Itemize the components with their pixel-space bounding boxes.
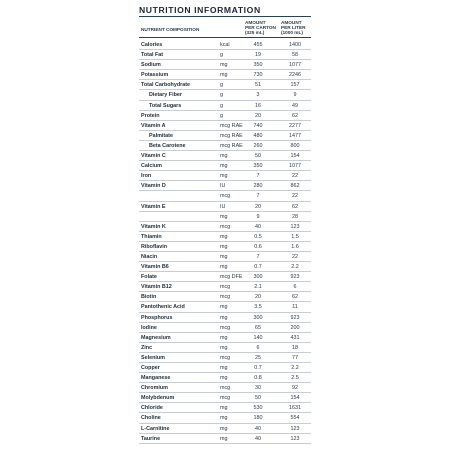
nutrient-name: Vitamin C [141,153,166,160]
nutrient-row [139,70,311,80]
nutrient-name: Iron [141,173,152,180]
nutrient-name: Copper [141,365,160,371]
nutrient-unit: mg [220,435,228,442]
amount-per-carton: 260 [253,142,263,149]
amount-per-liter: 9 [293,92,297,99]
nutrient-name: Selenium [141,354,165,361]
nutrient-unit: mcg RAE [220,142,243,149]
nutrient-name: Potassium [141,72,169,79]
nutrient-name: Biotin [141,294,157,301]
nutrient-name: Calcium [141,163,162,170]
nutrient-name: L-Carnitine [141,425,170,432]
amount-per-liter: 123 [290,223,300,230]
nutrient-name: Pantothenic Acid [141,304,185,311]
amount-per-carton: 300 [253,274,263,281]
nutrient-row [139,282,311,292]
amount-per-carton: 20 [255,203,261,210]
nutrient-unit: kcal [220,42,230,48]
nutrient-row [139,393,311,403]
nutrient-name: Calories [141,42,163,48]
header-carton-line1: AMOUNT [245,20,266,25]
amount-per-carton: 40 [255,425,261,432]
nutrient-unit: mcg RAE [220,132,243,139]
nutrient-unit: mg [220,253,228,260]
nutrient-row [139,151,311,161]
amount-per-liter: 1400 [289,42,301,48]
nutrient-unit: IU [220,203,226,210]
amount-per-liter: 18 [292,344,298,351]
amount-per-carton: 16 [255,102,261,109]
nutrient-row [139,191,311,201]
nutrient-name: Thiamin [141,233,162,240]
amount-per-carton: 140 [253,334,263,341]
nutrient-unit: g [220,82,223,89]
nutrient-unit: mcg [220,294,231,301]
nutrient-name: Vitamin B6 [141,264,169,271]
amount-per-liter: 49 [292,102,298,109]
amount-per-liter: 1077 [289,62,301,69]
nutrient-unit: mcg [220,395,231,402]
nutrient-name: Total Fat [141,52,164,59]
nutrient-unit: mg [220,243,228,250]
nutrient-row [139,363,311,373]
amount-per-carton: 0.8 [254,375,262,382]
amount-per-liter: 2277 [289,122,301,129]
header-carton-line2: PER CARTON [245,25,276,30]
nutrient-unit: mg [220,213,228,220]
nutrient-row [139,90,311,100]
amount-per-liter: 431 [290,334,300,341]
nutrient-row [139,292,311,302]
amount-per-carton: 20 [255,112,261,119]
nutrient-row [139,232,311,242]
nutrient-name: Magnesium [141,334,171,341]
nutrient-name: Total Sugars [149,102,182,109]
amount-per-carton: 2.1 [254,284,262,291]
amount-per-carton: 19 [255,52,261,59]
amount-per-carton: 9 [256,213,260,220]
title-rule [139,16,311,17]
amount-per-carton: 50 [255,395,261,402]
amount-per-carton: 455 [253,42,263,48]
amount-per-liter: 22 [292,193,298,200]
nutrient-row [139,161,311,171]
nutrient-name: Niacin [141,253,158,260]
nutrient-unit: g [220,52,223,59]
amount-per-carton: 300 [253,314,263,321]
nutrient-row [139,343,311,353]
nutrient-row [139,222,311,232]
nutrient-row [139,252,311,262]
amount-per-carton: 180 [253,415,263,422]
nutrient-unit: mg [220,264,228,271]
amount-per-liter: 62 [292,203,298,210]
nutrition-panel [139,0,311,450]
nutrient-name: Phosphorus [141,314,173,321]
nutrient-name: Folate [141,274,157,281]
amount-per-carton: 0.7 [254,365,262,371]
nutrient-name: Dietary Fiber [149,92,182,99]
header-rule [139,37,311,38]
nutrient-unit: mg [220,72,228,79]
nutrient-unit: mg [220,62,228,69]
nutrient-unit: g [220,112,223,119]
nutrient-row [139,40,311,50]
amount-per-liter: 2.2 [291,365,299,371]
nutrient-row [139,131,311,141]
nutrient-name: Molybdenum [141,395,175,402]
amount-per-liter: 123 [290,425,300,432]
nutrient-name: Iodine [141,324,157,331]
nutrient-unit: g [220,92,223,99]
nutrient-unit: mcg [220,284,231,291]
nutrient-unit: mg [220,365,228,371]
nutrient-name: Total Carbohydrate [141,82,191,89]
nutrient-row [139,212,311,222]
nutrient-row [139,413,311,423]
nutrient-unit: mg [220,344,228,351]
nutrient-row [139,242,311,252]
nutrient-name: Choline [141,415,161,422]
nutrient-unit: mcg [220,223,231,230]
amount-per-liter: 123 [290,435,300,442]
nutrient-unit: mcg RAE [220,122,243,129]
amount-per-liter: 28 [292,213,298,220]
header-composition: NUTRIENT COMPOSITION [141,27,200,32]
nutrient-unit: mg [220,314,228,321]
amount-per-liter: 1077 [289,163,301,170]
nutrient-row [139,403,311,413]
amount-per-liter: 1631 [289,405,301,412]
amount-per-carton: 25 [255,354,261,361]
amount-per-carton: 730 [253,72,263,79]
nutrient-name: Vitamin D [141,183,166,190]
amount-per-liter: 2.2 [291,264,299,271]
nutrient-unit: mg [220,304,228,311]
amount-per-carton: 7 [256,193,260,200]
nutrient-row [139,202,311,212]
nutrient-row [139,434,311,444]
nutrient-row [139,272,311,282]
amount-per-liter: 6 [293,284,297,291]
amount-per-carton: 40 [255,435,261,442]
nutrient-name: Riboflavin [141,243,168,250]
nutrient-unit: mg [220,163,228,170]
nutrient-unit: mg [220,153,228,160]
amount-per-liter: 22 [292,253,298,260]
amount-per-carton: 280 [253,183,263,190]
nutrient-row [139,373,311,383]
amount-per-liter: 154 [290,395,300,402]
amount-per-carton: 65 [255,324,261,331]
nutrient-name: Vitamin A [141,122,166,129]
amount-per-liter: 11 [292,304,298,311]
amount-per-carton: 0.7 [254,264,262,271]
header-liter-line3: (1000 mL) [281,30,303,35]
nutrient-row [139,333,311,343]
amount-per-liter: 92 [292,385,298,392]
nutrient-name: Palmitate [149,132,173,139]
nutrient-row [139,171,311,181]
nutrient-name: Taurine [141,435,161,442]
nutrient-unit: mg [220,425,228,432]
nutrient-name: Vitamin B12 [141,284,172,291]
nutrient-row [139,353,311,363]
amount-per-carton: 350 [253,163,263,170]
amount-per-carton: 0.6 [254,243,262,250]
amount-per-carton: 40 [255,223,261,230]
nutrient-unit: mg [220,375,228,382]
nutrient-name: Vitamin E [141,203,166,210]
nutrient-unit: mg [220,415,228,422]
amount-per-liter: 77 [292,354,298,361]
nutrient-name: Manganese [141,375,171,382]
amount-per-liter: 1.5 [291,233,299,240]
amount-per-carton: 50 [255,153,261,160]
nutrient-unit: mcg DFE [220,274,243,281]
nutrient-name: Beta Carotene [149,142,186,149]
nutrient-unit: IU [220,183,226,190]
nutrient-row [139,262,311,272]
nutrient-row [139,313,311,323]
amount-per-liter: 200 [290,324,300,331]
amount-per-carton: 3 [256,92,260,99]
nutrient-unit: mg [220,233,228,240]
nutrient-name: Chloride [141,405,163,412]
nutrient-unit: mcg [220,354,231,361]
nutrient-name: Zinc [141,344,153,351]
nutrient-row [139,141,311,151]
amount-per-carton: 6 [256,344,260,351]
amount-per-carton: 530 [253,405,263,412]
nutrient-name: Chromium [141,385,168,392]
amount-per-liter: 22 [292,173,298,180]
nutrient-row [139,111,311,121]
nutrient-unit: mcg [220,385,231,392]
nutrient-row [139,60,311,70]
nutrient-unit: mg [220,173,228,180]
amount-per-liter: 923 [290,314,300,321]
amount-per-carton: 20 [255,294,261,301]
nutrient-unit: mg [220,334,228,341]
amount-per-liter: 800 [290,142,300,149]
nutrient-name: Sodium [141,62,161,69]
nutrient-row [139,181,311,191]
header-liter-line1: AMOUNT [281,20,302,25]
amount-per-carton: 51 [255,82,261,89]
amount-per-liter: 923 [290,274,300,281]
amount-per-liter: 154 [290,153,300,160]
amount-per-liter: 862 [290,183,300,190]
nutrient-name: Protein [141,112,160,119]
amount-per-carton: 7 [256,173,260,180]
nutrient-unit: mg [220,405,228,412]
amount-per-carton: 480 [253,132,263,139]
amount-per-carton: 350 [253,62,263,69]
amount-per-liter: 1477 [289,132,301,139]
panel-title: NUTRITION INFORMATION [139,5,261,15]
amount-per-carton: 3.5 [254,304,262,311]
nutrient-row [139,80,311,90]
amount-per-carton: 0.5 [254,233,262,240]
amount-per-liter: 58 [292,52,298,59]
amount-per-carton: 740 [253,122,263,129]
nutrient-unit: g [220,102,223,109]
nutrient-unit: mcg [220,193,231,200]
nutrient-row [139,101,311,111]
amount-per-carton: 30 [255,385,261,392]
nutrient-row [139,50,311,60]
amount-per-liter: 157 [290,82,300,89]
amount-per-liter: 554 [290,415,300,422]
header-liter-line2: PER LITER [281,25,306,30]
nutrient-row [139,302,311,312]
amount-per-liter: 1.6 [291,243,299,250]
nutrient-table [139,40,311,444]
nutrient-row [139,424,311,434]
amount-per-liter: 62 [292,112,298,119]
nutrient-row [139,383,311,393]
nutrient-row [139,323,311,333]
nutrient-row [139,121,311,131]
nutrient-name: Vitamin K [141,223,166,230]
amount-per-liter: 2.5 [291,375,299,382]
amount-per-carton: 7 [256,253,260,260]
amount-per-liter: 2246 [289,72,301,79]
header-carton-line3: (325 mL) [245,30,265,35]
nutrient-unit: mcg [220,324,231,331]
amount-per-liter: 62 [292,294,298,301]
